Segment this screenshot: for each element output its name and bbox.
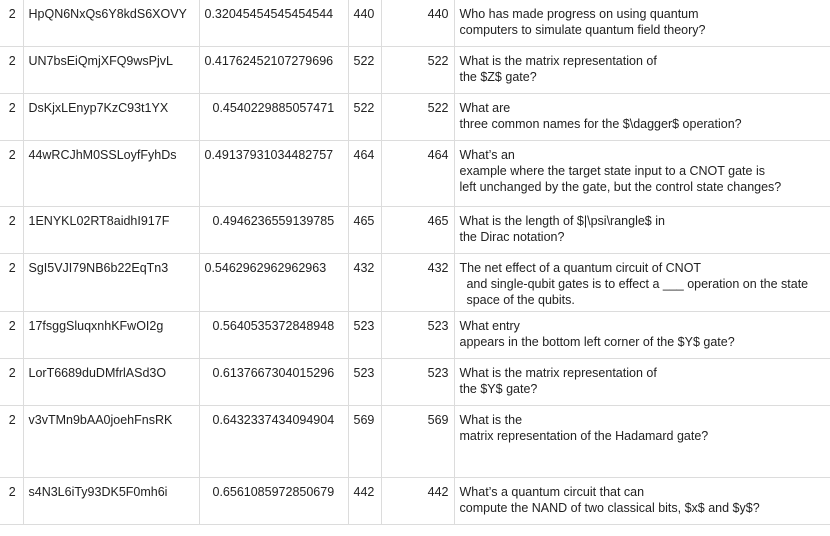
row-number-cell: 2	[0, 0, 23, 47]
question-cell: What’s an example where the target state input to a CNOT gate is left unchanged by the gate, but the control state changes?	[454, 141, 830, 207]
row-number-cell: 2	[0, 47, 23, 94]
count-repeat-cell: 432	[381, 254, 454, 312]
count-repeat-cell: 440	[381, 0, 454, 47]
count-cell: 523	[348, 312, 381, 359]
question-cell: What is the length of $|\psi\rangle$ in the Dirac notation?	[454, 207, 830, 254]
record-id-cell: LorT6689duDMfrlASd3O	[23, 359, 199, 406]
question-cell: What entry appears in the bottom left corner of the $Y$ gate?	[454, 312, 830, 359]
question-cell: What are three common names for the $\dagger$ operation?	[454, 94, 830, 141]
count-cell: 442	[348, 478, 381, 525]
score-cell: 0.41762452107279696	[199, 47, 348, 94]
score-cell: 0.5462962962962963	[199, 254, 348, 312]
record-id-cell: SgI5VJI79NB6b22EqTn3	[23, 254, 199, 312]
row-number-cell: 2	[0, 359, 23, 406]
score-cell: 0.32045454545454544	[199, 0, 348, 47]
table-row[interactable]	[0, 312, 830, 359]
record-id-cell: s4N3L6iTy93DK5F0mh6i	[23, 478, 199, 525]
count-repeat-cell: 523	[381, 312, 454, 359]
question-cell: The net effect of a quantum circuit of CNOT and single-qubit gates is to effect a ___ operation on the state space of the qubits.	[454, 254, 830, 312]
score-cell: 0.5640535372848948	[199, 312, 348, 359]
record-id-cell: 17fsggSluqxnhKFwOI2g	[23, 312, 199, 359]
question-cell: What is the matrix representation of the $Z$ gate?	[454, 47, 830, 94]
count-repeat-cell: 523	[381, 359, 454, 406]
table-row[interactable]	[0, 141, 830, 207]
question-cell: Who has made progress on using quantum computers to simulate quantum field theory?	[454, 0, 830, 47]
count-cell: 464	[348, 141, 381, 207]
count-cell: 522	[348, 47, 381, 94]
question-cell: What’s a quantum circuit that can compute the NAND of two classical bits, $x$ and $y$?	[454, 478, 830, 525]
row-number-cell: 2	[0, 254, 23, 312]
row-number-cell: 2	[0, 141, 23, 207]
count-repeat-cell: 522	[381, 94, 454, 141]
count-repeat-cell: 442	[381, 478, 454, 525]
count-cell: 569	[348, 406, 381, 478]
count-repeat-cell: 522	[381, 47, 454, 94]
record-id-cell: v3vTMn9bAA0joehFnsRK	[23, 406, 199, 478]
score-cell: 0.4540229885057471	[199, 94, 348, 141]
record-id-cell: 44wRCJhM0SSLoyfFyhDs	[23, 141, 199, 207]
score-cell: 0.6561085972850679	[199, 478, 348, 525]
row-number-cell: 2	[0, 406, 23, 478]
count-repeat-cell: 465	[381, 207, 454, 254]
table-row[interactable]	[0, 207, 830, 254]
question-cell: What is the matrix representation of the $Y$ gate?	[454, 359, 830, 406]
count-cell: 432	[348, 254, 381, 312]
count-cell: 523	[348, 359, 381, 406]
score-cell: 0.49137931034482757	[199, 141, 348, 207]
table-row[interactable]	[0, 406, 830, 478]
count-repeat-cell: 464	[381, 141, 454, 207]
count-repeat-cell: 569	[381, 406, 454, 478]
count-cell: 440	[348, 0, 381, 47]
count-cell: 465	[348, 207, 381, 254]
score-cell: 0.6432337434094904	[199, 406, 348, 478]
record-id-cell: DsKjxLEnyp7KzC93t1YX	[23, 94, 199, 141]
row-number-cell: 2	[0, 478, 23, 525]
table-row[interactable]	[0, 0, 830, 47]
score-cell: 0.4946236559139785	[199, 207, 348, 254]
row-number-cell: 2	[0, 94, 23, 141]
row-number-cell: 2	[0, 312, 23, 359]
record-id-cell: 1ENYKL02RT8aidhI917F	[23, 207, 199, 254]
record-id-cell: HpQN6NxQs6Y8kdS6XOVY	[23, 0, 199, 47]
score-cell: 0.6137667304015296	[199, 359, 348, 406]
table-row[interactable]	[0, 359, 830, 406]
table-row[interactable]	[0, 94, 830, 141]
record-id-cell: UN7bsEiQmjXFQ9wsPjvL	[23, 47, 199, 94]
row-number-cell: 2	[0, 207, 23, 254]
count-cell: 522	[348, 94, 381, 141]
table-row[interactable]	[0, 254, 830, 312]
question-cell: What is the matrix representation of the Hadamard gate?	[454, 406, 830, 478]
table-row[interactable]	[0, 478, 830, 525]
table-row[interactable]	[0, 47, 830, 94]
